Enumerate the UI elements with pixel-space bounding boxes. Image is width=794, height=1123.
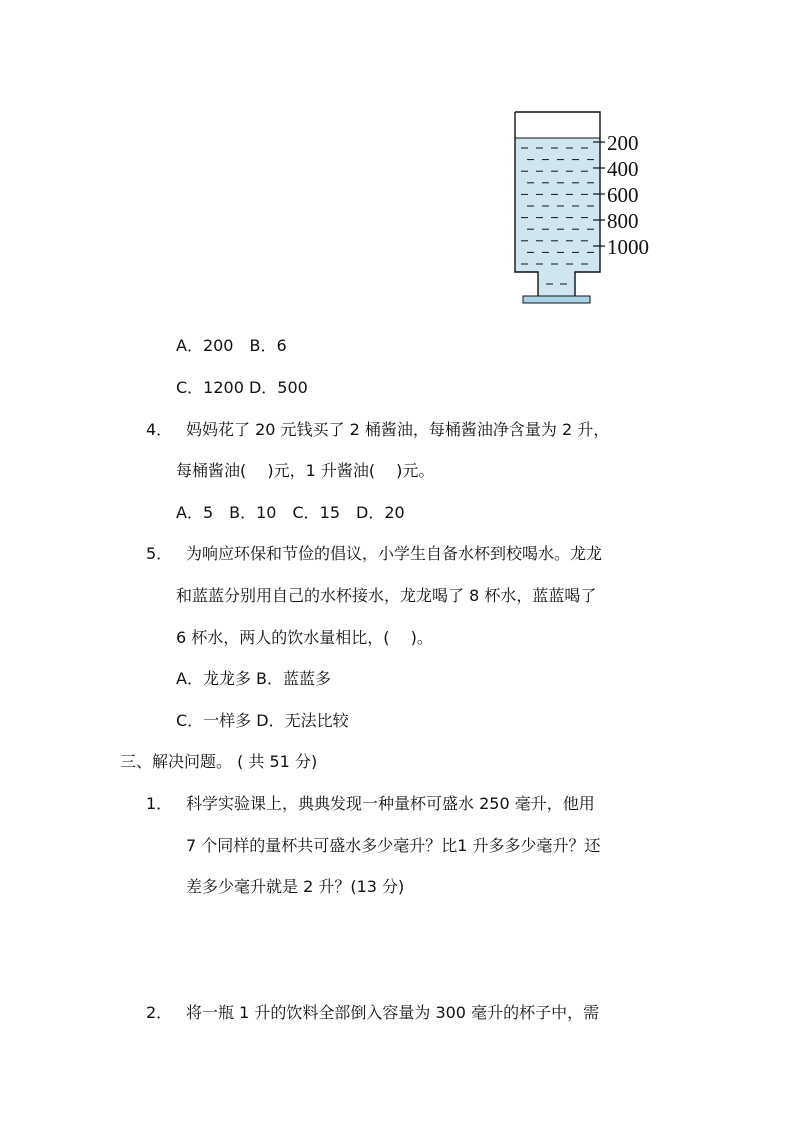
scale-label-400: 400 <box>607 157 639 181</box>
q4-number: 4． <box>146 420 173 439</box>
p1-number: 1． <box>146 794 173 813</box>
q4-text-line1: 妈妈花了 20 元钱买了 2 桶酱油，每桶酱油净含量为 2 升， <box>186 420 610 439</box>
p1-text-line2: 7 个同样的量杯共可盛水多少毫升？比1 升多多少毫升？还 <box>186 836 601 855</box>
q5-options-row1: A．龙龙多 B．蓝蓝多 <box>176 669 332 688</box>
q5-text-line2: 和蓝蓝分别用自己的水杯接水，龙龙喝了 8 杯水，蓝蓝喝了 <box>176 586 597 605</box>
scale-label-600: 600 <box>607 183 639 207</box>
q4-text-line2: 每桶酱油( )元，1 升酱油( )元。 <box>176 461 435 480</box>
p2-number: 2． <box>146 1003 173 1022</box>
section3-heading: 三、解决问题。 ( 共 51 分) <box>120 752 318 771</box>
measuring-cylinder-figure <box>505 108 665 308</box>
scale-label-200: 200 <box>607 131 639 155</box>
p1-text-line3: 差多少毫升就是 2 升？(13 分) <box>186 877 405 896</box>
scale-label-1000: 1000 <box>607 235 649 259</box>
q4-options: A．5 B．10 C．15 D．20 <box>176 503 405 522</box>
p2-text-line1: 将一瓶 1 升的饮料全部倒入容量为 300 毫升的杯子中，需 <box>186 1003 600 1022</box>
q5-text-line1: 为响应环保和节俭的倡议，小学生自备水杯到校喝水。龙龙 <box>186 544 603 563</box>
p1-text-line1: 科学实验课上，典典发现一种量杯可盛水 250 毫升，他用 <box>186 794 595 813</box>
scale-label-800: 800 <box>607 209 639 233</box>
q5-text-line3: 6 杯水，两人的饮水量相比，( )。 <box>176 628 433 647</box>
cylinder-base <box>523 296 590 303</box>
water-neck-fill <box>538 272 575 296</box>
q5-options-row2: C．一样多 D．无法比较 <box>176 711 349 730</box>
q5-number: 5． <box>146 544 173 563</box>
q3-options-row1: A．200 B．6 <box>176 336 287 355</box>
q3-options-row2: C．1200 D．500 <box>176 378 308 397</box>
